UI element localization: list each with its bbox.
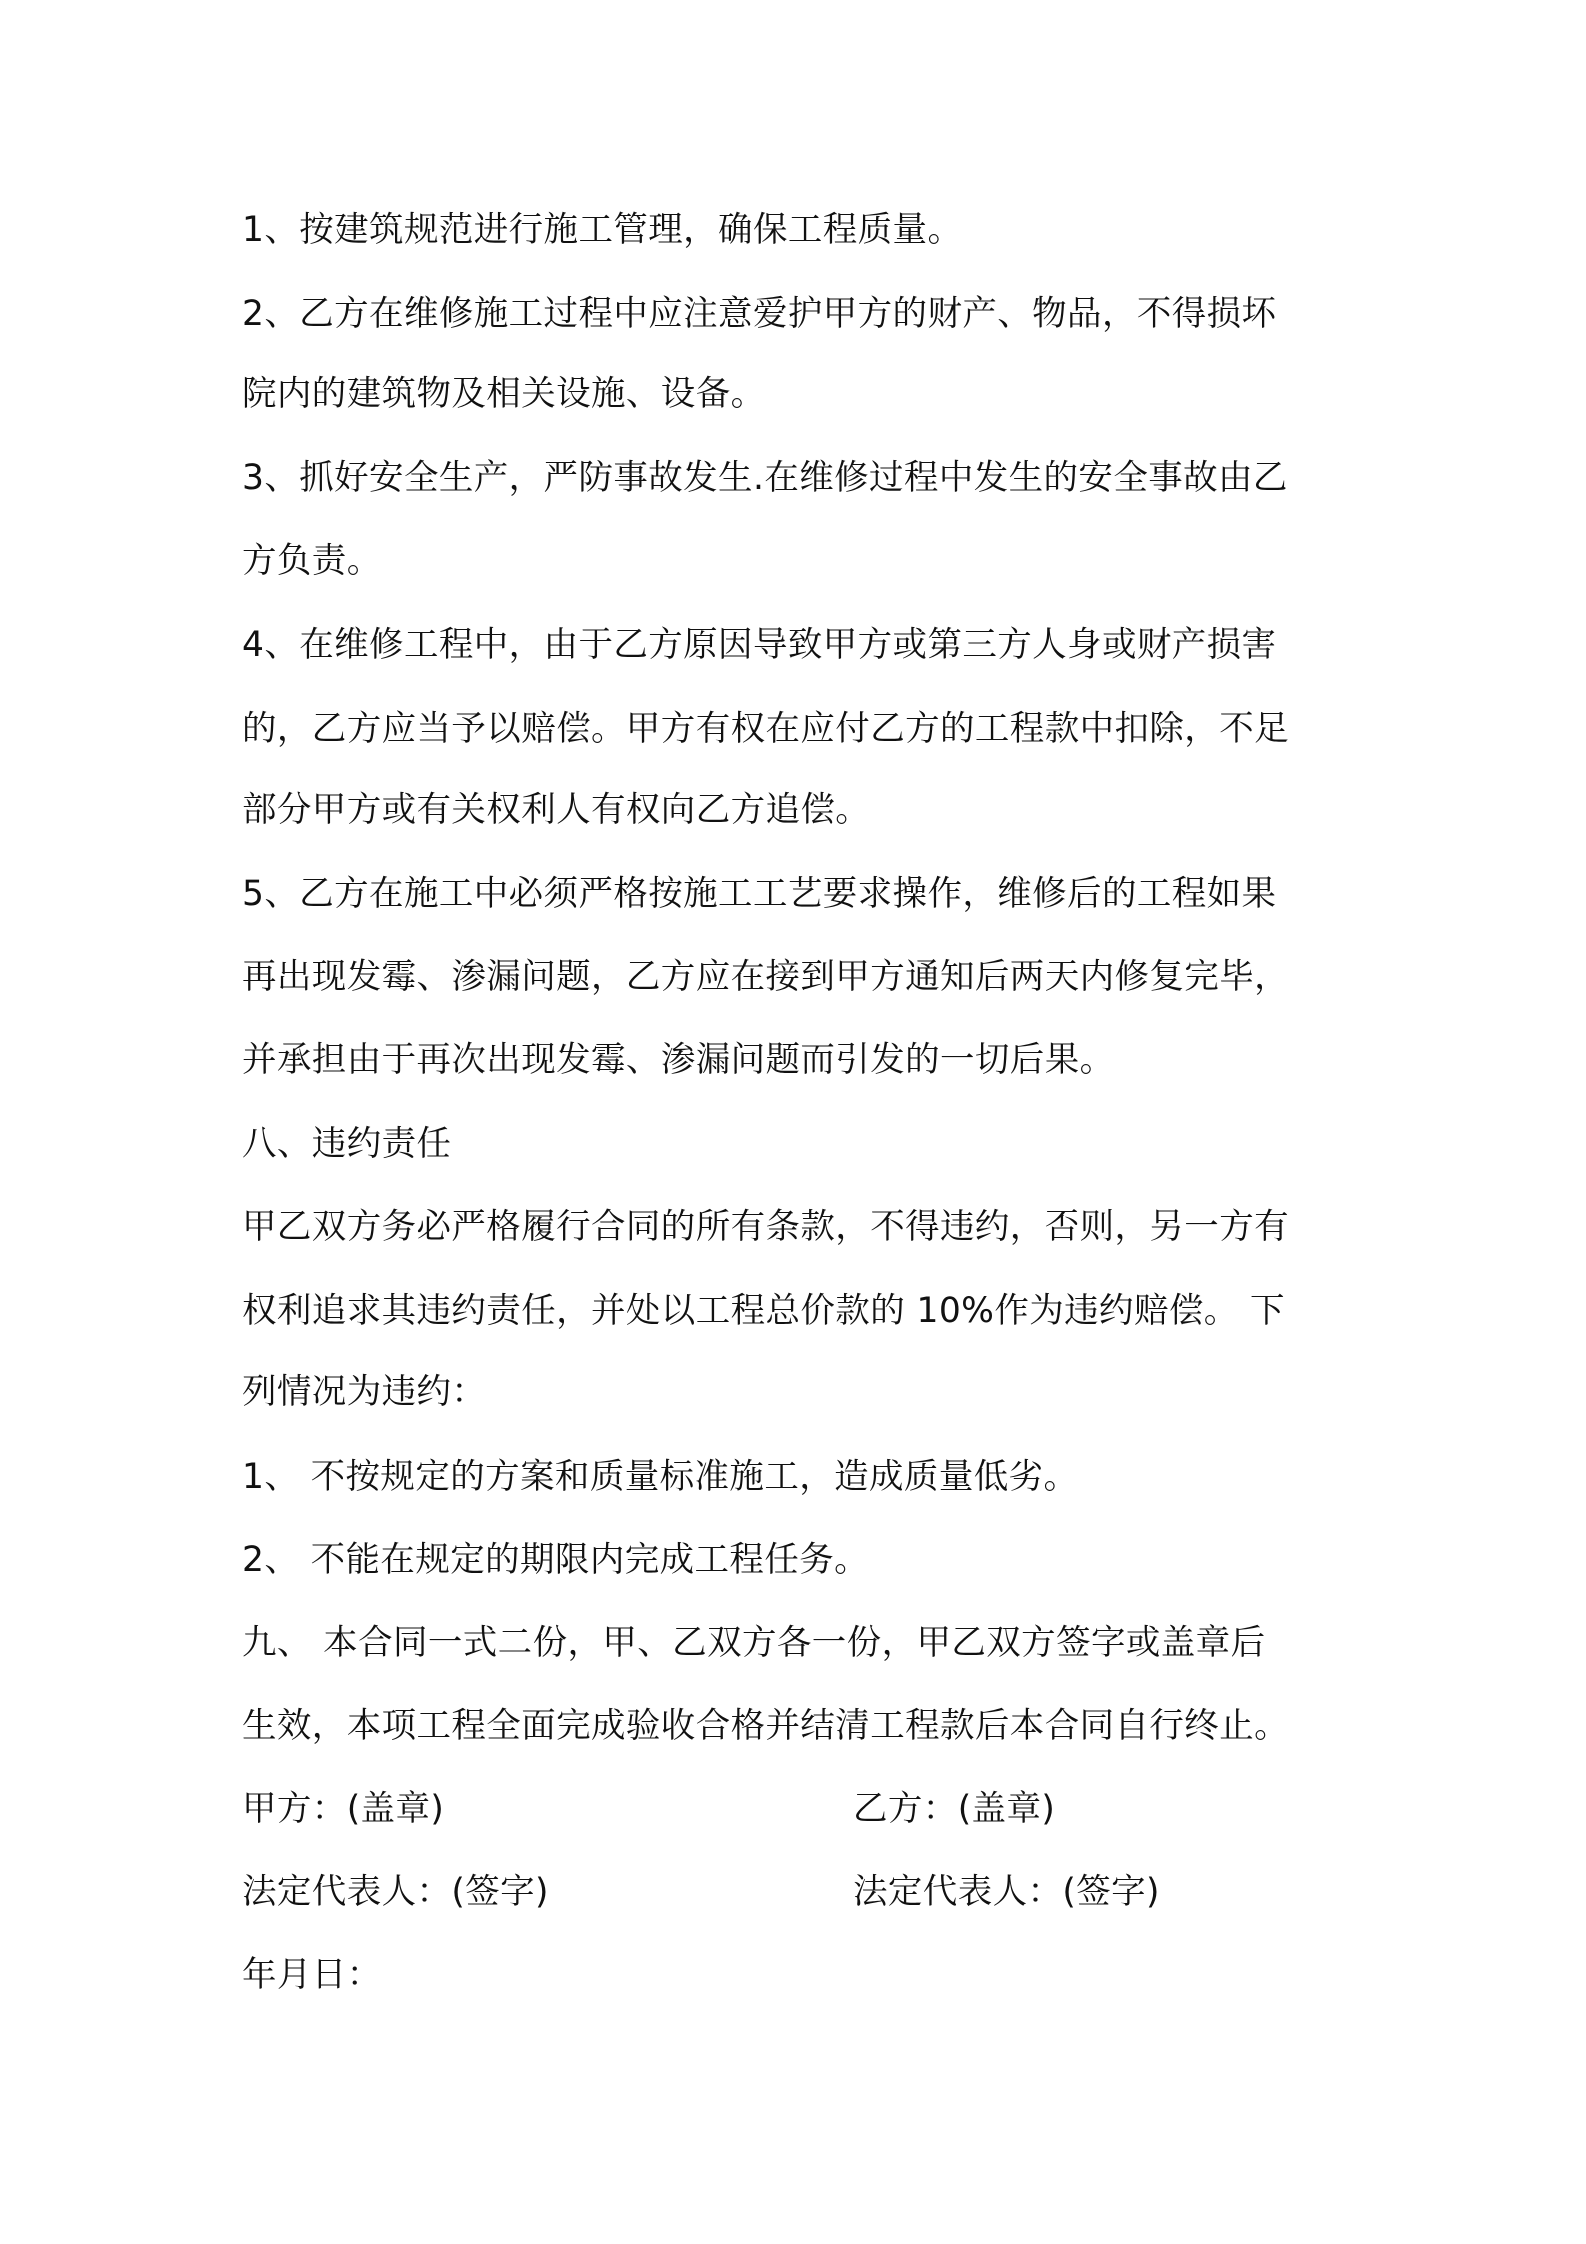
- clause-7-item-5-line-1: 5、乙方在施工中必须严格按施工工艺要求操作，维修后的工程如果: [242, 874, 1277, 914]
- clause-7-item-3-line-2: 方负责。: [242, 541, 382, 581]
- party-a-representative: 法定代表人：(签字): [242, 1872, 549, 1912]
- breach-paragraph-line-3: 列情况为违约：: [242, 1372, 487, 1412]
- clause-9-line-2: 生效，本项工程全面完成验收合格并结清工程款后本合同自行终止。: [242, 1706, 1289, 1746]
- clause-7-item-2-line-1: 2、乙方在维修施工过程中应注意爱护甲方的财产、物品，不得损坏: [242, 294, 1277, 334]
- signing-date: 年月日：: [242, 1955, 382, 1995]
- clause-7-item-2-line-2: 院内的建筑物及相关设施、设备。: [242, 374, 766, 414]
- breach-paragraph-line-2: 权利追求其违约责任，并处以工程总价款的 10%作为违约赔偿。 下: [242, 1291, 1285, 1331]
- clause-7-item-5-line-2: 再出现发霉、渗漏问题，乙方应在接到甲方通知后两天内修复完毕，: [242, 957, 1289, 997]
- breach-paragraph-line-1: 甲乙双方务必严格履行合同的所有条款，不得违约，否则，另一方有: [242, 1207, 1289, 1247]
- clause-7-item-1: 1、按建筑规范进行施工管理，确保工程质量。: [242, 210, 963, 250]
- party-b-representative: 法定代表人：(签字): [853, 1872, 1160, 1912]
- clause-7-item-4-line-1: 4、在维修工程中，由于乙方原因导致甲方或第三方人身或财产损害: [242, 625, 1277, 665]
- party-b-seal: 乙方：(盖章): [853, 1789, 1056, 1829]
- party-a-seal: 甲方：(盖章): [242, 1789, 445, 1829]
- clause-7-item-3-line-1: 3、抓好安全生产，严防事故发生.在维修过程中发生的安全事故由乙: [242, 458, 1288, 498]
- section-heading-breach-liability: 八、违约责任: [242, 1124, 452, 1164]
- clause-7-item-4-line-2: 的，乙方应当予以赔偿。甲方有权在应付乙方的工程款中扣除，不足: [242, 709, 1289, 749]
- clause-7-item-5-line-3: 并承担由于再次出现发霉、渗漏问题而引发的一切后果。: [242, 1040, 1115, 1080]
- breach-item-2: 2、 不能在规定的期限内完成工程任务。: [242, 1540, 870, 1580]
- clause-9-line-1: 九、 本合同一式二份，甲、乙双方各一份，甲乙双方签字或盖章后: [242, 1623, 1266, 1663]
- breach-item-1: 1、 不按规定的方案和质量标准施工，造成质量低劣。: [242, 1457, 1079, 1497]
- clause-7-item-4-line-3: 部分甲方或有关权利人有权向乙方追偿。: [242, 790, 871, 830]
